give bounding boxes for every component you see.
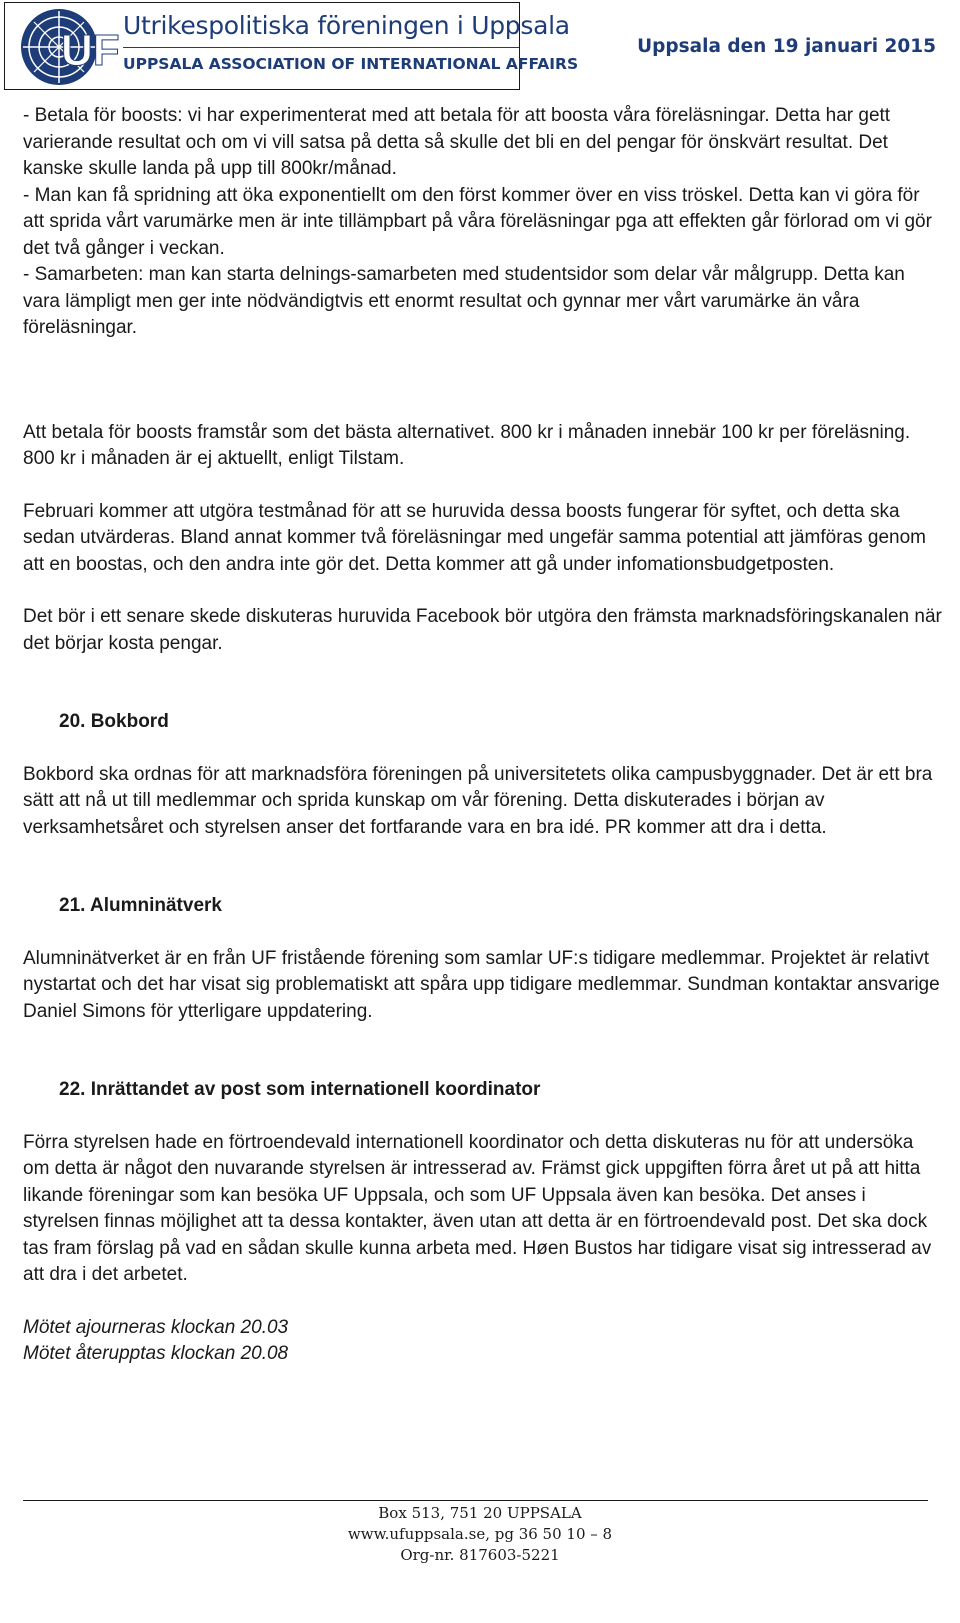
footer-org-nr: Org-nr. 817603-5221 [400,1546,560,1564]
paragraph-boosts: Att betala för boosts framstår som det bästa alternativet. 800 kr i månaden innebär 100 kr per föreläsning. 800 kr i månaden är ej aktuellt, enligt Tilstam. [23,421,911,469]
list-item: - Samarbeten: man kan starta delnings-samarbeten med studentsidor som delar vår målgrupp. Detta kan vara lämpligt men ger inte nödvändigtvis ett enormt resultat och gynnar mer vårt varumärke än våra föreläsningar. [23,264,905,338]
paragraph-facebook: Det bör i ett senare skede diskuteras huruvida Facebook bör utgöra den främsta marknadsföringskanalen när det börjar kosta pengar. [23,606,942,654]
section-heading: 21. Alumninätverk [59,895,222,916]
section-text: Bokbord ska ordnas för att marknadsföra föreningen på universitetets olika campusbyggnader. Det är ett bra sätt att nå ut till medlemmar och sprida kunskap om vår förening. Detta diskuterades i början av verksamhetsåret och styrelsen anser det fortfarande vara en bra idé. PR kommer att dra i detta. [23,763,933,838]
document-date: Uppsala den 19 januari 2015 [637,36,936,57]
adjourn-note: Mötet ajourneras klockan 20.03 [23,1316,289,1338]
page-footer [0,1503,960,1566]
globe-logo-icon [19,7,120,87]
section-heading: 20. Bokbord [59,711,169,732]
organization-logo [4,2,579,90]
footer-address: Box 513, 751 20 UPPSALA [378,1504,582,1522]
paragraph-februari: Februari kommer att utgöra testmånad för att se huruvida dessa boosts fungerar för syftet, och detta ska sedan utvärderas. Bland annat kommer två föreläsningar med ungefär samma potential att jämföras genom att en boostas, och den andra inte gör det. Detta kommer att gå under infomationsbudgetposten. [23,500,926,575]
document-body [23,103,943,1368]
organization-name-english: UPPSALA ASSOCIATION OF INTERNATIONAL AFFAIRS [123,55,579,73]
list-item: - Betala för boosts: vi har experimenterat med att betala för att boosta våra föreläsningar. Detta har gett varierande resultat och om vi vill satsa på detta så skulle det bli en del pengar för önskvärt resultat. Det kanske skulle landa på upp till 800kr/månad. [23,105,891,179]
section-text: Förra styrelsen hade en förtroendevald internationell koordinator och detta diskuteras nu för att undersöka om detta är något den nuvarande styrelsen är intresserad av. Främst gick uppgiften förra året ut på att hitta likande föreningar som kan besöka UF Uppsala, och som UF Uppsala även kan besöka. Det anses i styrelsen finnas möjlighet att ta dessa kontakter, även utan att detta är en förtroendevald post. Det ska dock tas fram förslag på vad en sådan skulle kunna arbeta med. Høen Bustos har tidigare visat sig intresserad av att dra i det arbetet. [23,1131,932,1285]
section-text: Alumninätverket är en från UF fristående förening som samlar UF:s tidigare medlemmar. Projektet är relativt nystartat och det har visat sig problematiskt att spåra upp tidigare medlemmar. Sundman kontaktar ansvarige Daniel Simons för ytterligare uppdatering. [23,947,940,1022]
footer-web: www.ufuppsala.se, pg 36 50 10 – 8 [347,1525,613,1543]
page-header [0,0,960,96]
logo-divider [123,47,519,48]
section-heading: 22. Inrättandet av post som internationell koordinator [59,1079,541,1100]
resume-note: Mötet återupptas klockan 20.08 [23,1343,289,1364]
organization-name: Utrikespolitiska föreningen i Uppsala [123,11,570,40]
list-item: - Man kan få spridning att öka exponentiellt om den först kommer över en viss tröskel. Detta kan vi göra för att sprida vårt varumärke men är inte tillämpbart på våra föreläsningar pga att effekten går förlorad om vi gör det två gånger i veckan. [23,184,932,259]
footer-divider [23,1500,928,1501]
logo-letters: UF [61,26,120,75]
